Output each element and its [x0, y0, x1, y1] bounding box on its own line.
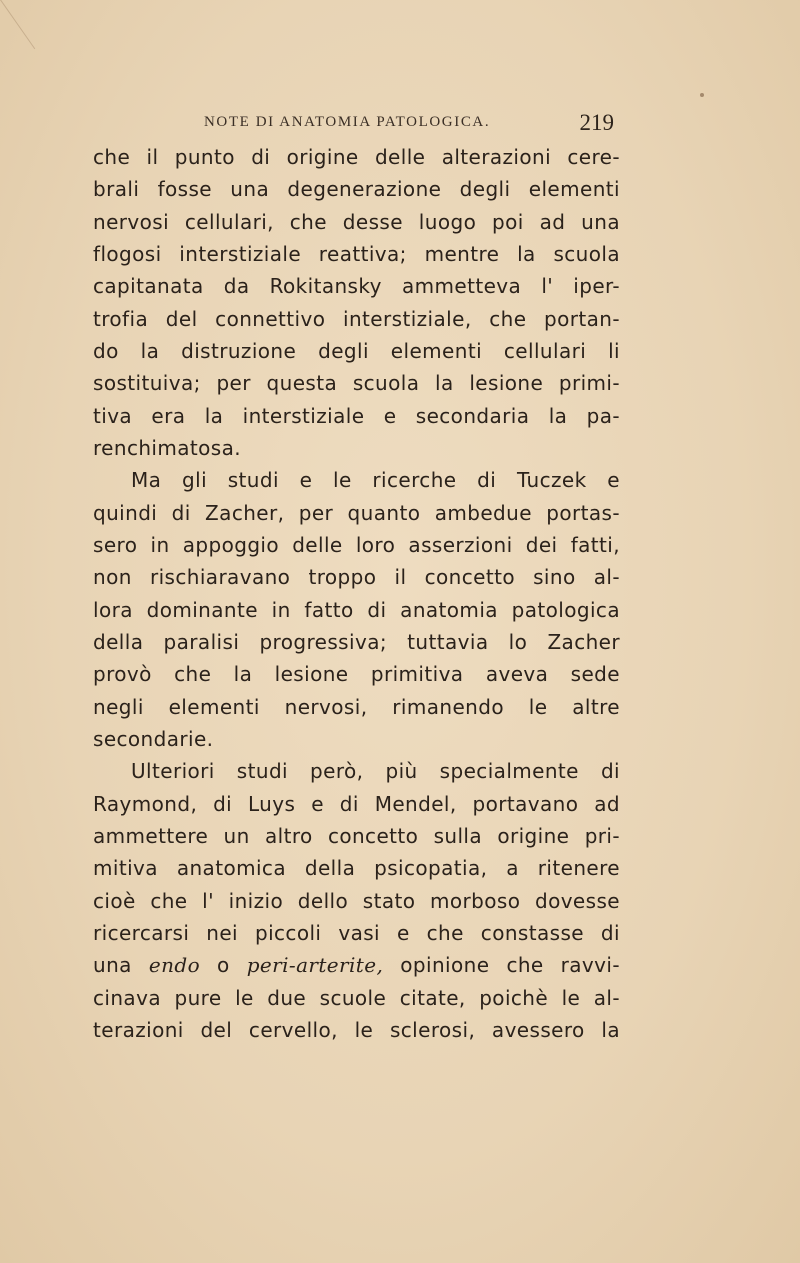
paragraph-3 — [93, 755, 620, 1046]
text-line: Ulteriori studi però, più specialmente di — [131, 759, 620, 784]
paragraph-1 — [93, 141, 620, 464]
text-line: sero in appoggio delle loro asserzioni dei fatti, — [93, 532, 620, 557]
text-line: renchimatosa. — [93, 435, 242, 460]
italic-term-endo: endo — [148, 953, 201, 978]
text-line: brali fosse una degenerazione degli elementi — [93, 177, 620, 202]
text-line: sostituiva; per questa scuola la lesione primi- — [93, 371, 620, 396]
text-line: capitanata da Rokitansky ammetteva l' iper- — [93, 274, 620, 299]
paragraph-2 — [93, 464, 620, 755]
running-header — [92, 112, 622, 138]
text-line: nervosi cellulari, che desse luogo poi ad una — [93, 209, 620, 234]
text-run: una — [93, 953, 149, 978]
text-line: lora dominante in fatto di anatomia patologica — [93, 597, 620, 622]
text-line: cinava pure le due scuole citate, poichè le al- — [93, 985, 620, 1010]
text-line: ammettere un altro concetto sulla origine pri- — [93, 823, 620, 848]
text-line: quindi di Zacher, per quanto ambedue portas- — [93, 500, 620, 525]
page-number: 219 — [579, 110, 614, 135]
text-line: Ma gli studi e le ricerche di Tuczek e — [131, 468, 620, 493]
text-line: ricercarsi nei piccoli vasi e che constasse di — [93, 920, 620, 945]
text-line: tiva era la interstiziale e secondaria la pa- — [93, 403, 620, 428]
text-line: Raymond, di Luys e di Mendel, portavano ad — [93, 791, 620, 816]
text-line: flogosi interstiziale reattiva; mentre la scuola — [93, 241, 620, 266]
text-line: della paralisi progressiva; tuttavia lo Zacher — [93, 629, 620, 654]
text-line: terazioni del cervello, le sclerosi, avessero la — [93, 1017, 620, 1042]
paper-crease — [0, 0, 84, 49]
text-run: opinione che ravvi- — [383, 953, 620, 978]
paper-speck — [700, 93, 704, 97]
text-line: che il punto di origine delle alterazioni cere- — [93, 145, 620, 169]
text-line: trofia del connettivo interstiziale, che portan- — [93, 306, 620, 331]
text-line-with-italics — [93, 949, 620, 981]
text-line: provò che la lesione primitiva aveva sede — [93, 662, 620, 687]
text-line: secondarie. — [93, 726, 214, 751]
text-run: o — [200, 953, 247, 978]
text-line: do la distruzione degli elementi cellulari li — [93, 338, 620, 363]
italic-term-peri-arterite: peri-arterite, — [246, 953, 384, 978]
text-line: cioè che l' inizio dello stato morboso dovesse — [93, 888, 620, 913]
body-text — [93, 141, 620, 1046]
text-line: negli elementi nervosi, rimanendo le altre — [93, 694, 620, 719]
text-line: non rischiaravano troppo il concetto sino al- — [93, 565, 620, 590]
running-title: NOTE DI ANATOMIA PATOLOGICA. — [204, 114, 491, 130]
text-line: mitiva anatomica della psicopatia, a ritenere — [93, 856, 620, 881]
